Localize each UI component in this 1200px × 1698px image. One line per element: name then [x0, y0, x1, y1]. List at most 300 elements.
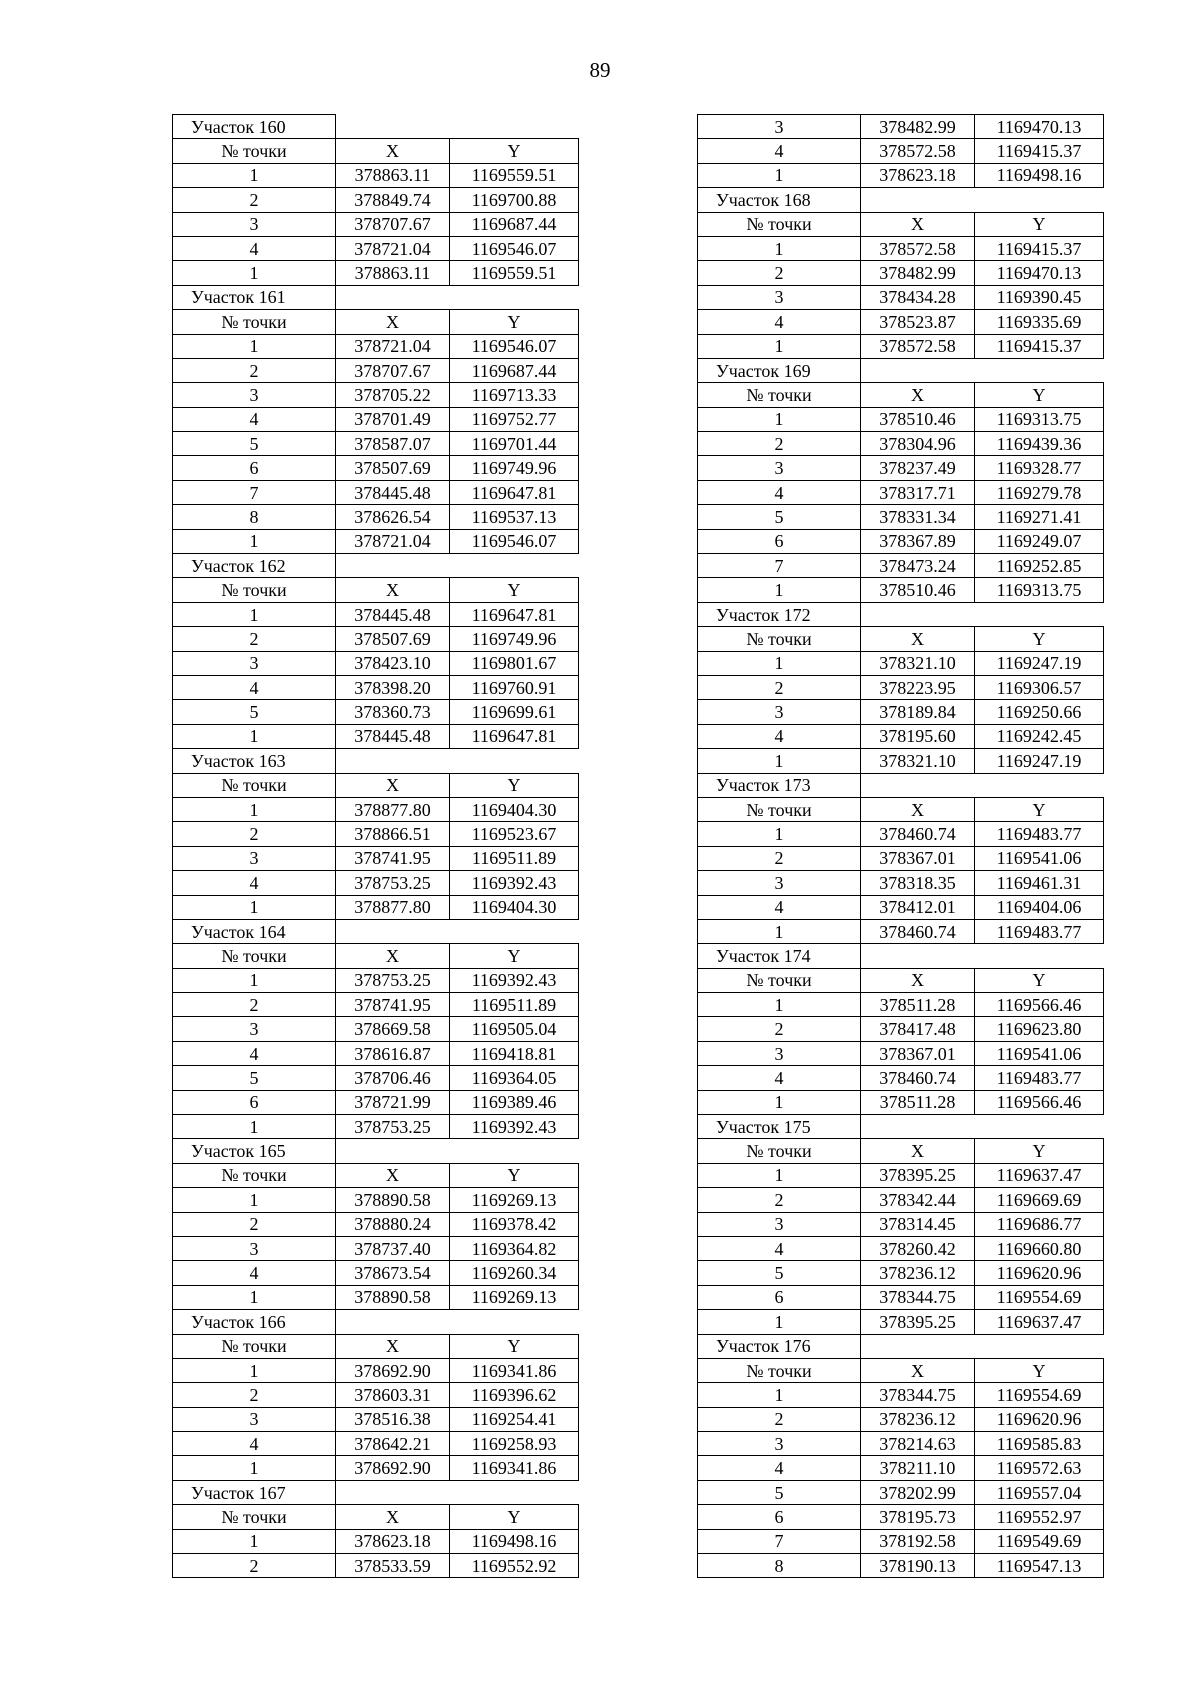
y-coordinate-cell: 1169461.31 — [975, 871, 1104, 895]
table-row — [698, 1310, 1104, 1334]
table-row — [173, 700, 579, 724]
x-coordinate-cell: 378460.74 — [861, 919, 975, 943]
table-row — [698, 822, 1104, 846]
empty-cell — [336, 1310, 450, 1334]
plot-title: Участок 174 — [698, 944, 861, 968]
y-coordinate-cell: 1169566.46 — [975, 993, 1104, 1017]
x-coordinate-cell: 378603.31 — [336, 1383, 450, 1407]
y-coordinate-cell: 1169637.47 — [975, 1163, 1104, 1187]
table-row — [698, 480, 1104, 504]
header-x: X — [861, 627, 975, 651]
point-number-cell: 1 — [698, 163, 861, 187]
y-coordinate-cell: 1169415.37 — [975, 139, 1104, 163]
table-row — [698, 334, 1104, 358]
plot-title: Участок 163 — [173, 749, 336, 773]
x-coordinate-cell: 378866.51 — [336, 822, 450, 846]
y-coordinate-cell: 1169686.77 — [975, 1212, 1104, 1236]
table-row — [173, 627, 579, 651]
table-row — [173, 651, 579, 675]
table-row — [698, 700, 1104, 724]
point-number-cell: 4 — [698, 1236, 861, 1260]
table-row — [173, 456, 579, 480]
empty-cell — [975, 1334, 1104, 1358]
right-column — [697, 114, 1104, 1578]
x-coordinate-cell: 378434.28 — [861, 285, 975, 309]
header-y: Y — [975, 797, 1104, 821]
x-coordinate-cell: 378445.48 — [336, 480, 450, 504]
table-row — [698, 651, 1104, 675]
table-row — [698, 139, 1104, 163]
table-row — [173, 968, 579, 992]
y-coordinate-cell: 1169470.13 — [975, 261, 1104, 285]
y-coordinate-cell: 1169541.06 — [975, 846, 1104, 870]
empty-cell — [975, 602, 1104, 626]
empty-cell — [450, 554, 579, 578]
y-coordinate-cell: 1169546.07 — [450, 334, 579, 358]
x-coordinate-cell: 378195.73 — [861, 1505, 975, 1529]
empty-cell — [975, 358, 1104, 382]
table-row — [173, 1236, 579, 1260]
y-coordinate-cell: 1169511.89 — [450, 993, 579, 1017]
y-coordinate-cell: 1169549.69 — [975, 1529, 1104, 1553]
point-number-cell: 5 — [698, 1261, 861, 1285]
table-row — [173, 212, 579, 236]
point-number-cell: 1 — [173, 1529, 336, 1553]
point-number-cell: 1 — [698, 407, 861, 431]
header-x: X — [861, 212, 975, 236]
plot-title: Участок 176 — [698, 1334, 861, 1358]
y-coordinate-cell: 1169404.30 — [450, 895, 579, 919]
x-coordinate-cell: 378741.95 — [336, 846, 450, 870]
point-number-cell: 6 — [698, 1505, 861, 1529]
table-row — [698, 261, 1104, 285]
empty-cell — [336, 749, 450, 773]
y-coordinate-cell: 1169669.69 — [975, 1188, 1104, 1212]
table-row — [698, 919, 1104, 943]
y-coordinate-cell: 1169700.88 — [450, 188, 579, 212]
x-coordinate-cell: 378705.22 — [336, 383, 450, 407]
x-coordinate-cell: 378616.87 — [336, 1041, 450, 1065]
point-number-cell: 1 — [173, 968, 336, 992]
y-coordinate-cell: 1169647.81 — [450, 724, 579, 748]
point-number-cell: 3 — [698, 1041, 861, 1065]
header-x: X — [336, 773, 450, 797]
header-y: Y — [975, 968, 1104, 992]
y-coordinate-cell: 1169341.86 — [450, 1358, 579, 1382]
header-y: Y — [450, 578, 579, 602]
point-number-cell: 2 — [698, 675, 861, 699]
header-x: X — [861, 1139, 975, 1163]
point-number-cell: 4 — [173, 871, 336, 895]
x-coordinate-cell: 378367.01 — [861, 846, 975, 870]
x-coordinate-cell: 378877.80 — [336, 895, 450, 919]
x-coordinate-cell: 378507.69 — [336, 456, 450, 480]
y-coordinate-cell: 1169242.45 — [975, 724, 1104, 748]
header-point-number: № точки — [698, 627, 861, 651]
empty-cell — [975, 944, 1104, 968]
table-row — [698, 1505, 1104, 1529]
point-number-cell: 4 — [698, 480, 861, 504]
y-coordinate-cell: 1169623.80 — [975, 1017, 1104, 1041]
empty-cell — [450, 919, 579, 943]
y-coordinate-cell: 1169566.46 — [975, 1090, 1104, 1114]
point-number-cell: 1 — [698, 578, 861, 602]
point-number-cell: 5 — [173, 432, 336, 456]
x-coordinate-cell: 378642.21 — [336, 1432, 450, 1456]
y-coordinate-cell: 1169546.07 — [450, 529, 579, 553]
x-coordinate-cell: 378692.90 — [336, 1358, 450, 1382]
empty-cell — [861, 188, 975, 212]
point-number-cell: 4 — [173, 675, 336, 699]
point-number-cell: 1 — [173, 261, 336, 285]
x-coordinate-cell: 378367.89 — [861, 529, 975, 553]
y-coordinate-cell: 1169620.96 — [975, 1261, 1104, 1285]
point-number-cell: 1 — [173, 724, 336, 748]
table-row — [173, 188, 579, 212]
table-header-row — [173, 1163, 579, 1187]
table-row — [173, 675, 579, 699]
point-number-cell: 1 — [173, 797, 336, 821]
table-header-row — [173, 1334, 579, 1358]
plot-title-row — [698, 358, 1104, 382]
y-coordinate-cell: 1169252.85 — [975, 554, 1104, 578]
empty-cell — [861, 773, 975, 797]
plot-title: Участок 161 — [173, 285, 336, 309]
y-coordinate-cell: 1169801.67 — [450, 651, 579, 675]
table-header-row — [698, 1358, 1104, 1382]
point-number-cell: 5 — [173, 1066, 336, 1090]
header-y: Y — [975, 1139, 1104, 1163]
point-number-cell: 2 — [173, 1383, 336, 1407]
plot-title: Участок 165 — [173, 1139, 336, 1163]
table-header-row — [173, 578, 579, 602]
x-coordinate-cell: 378877.80 — [336, 797, 450, 821]
x-coordinate-cell: 378482.99 — [861, 115, 975, 139]
x-coordinate-cell: 378890.58 — [336, 1188, 450, 1212]
x-coordinate-cell: 378721.99 — [336, 1090, 450, 1114]
y-coordinate-cell: 1169547.13 — [975, 1554, 1104, 1578]
table-header-row — [173, 944, 579, 968]
empty-cell — [450, 749, 579, 773]
plot-title: Участок 169 — [698, 358, 861, 382]
x-coordinate-cell: 378572.58 — [861, 139, 975, 163]
table-header-row — [698, 383, 1104, 407]
plot-title-row — [698, 602, 1104, 626]
plot-title-row — [173, 1139, 579, 1163]
table-row — [698, 1554, 1104, 1578]
table-row — [698, 1041, 1104, 1065]
y-coordinate-cell: 1169335.69 — [975, 310, 1104, 334]
header-y: Y — [975, 383, 1104, 407]
table-row — [698, 675, 1104, 699]
y-coordinate-cell: 1169523.67 — [450, 822, 579, 846]
x-coordinate-cell: 378753.25 — [336, 1115, 450, 1139]
header-y: Y — [450, 139, 579, 163]
point-number-cell: 3 — [173, 846, 336, 870]
header-x: X — [336, 1163, 450, 1187]
table-row — [173, 1529, 579, 1553]
table-row — [173, 505, 579, 529]
y-coordinate-cell: 1169392.43 — [450, 968, 579, 992]
y-coordinate-cell: 1169554.69 — [975, 1285, 1104, 1309]
x-coordinate-cell: 378314.45 — [861, 1212, 975, 1236]
x-coordinate-cell: 378398.20 — [336, 675, 450, 699]
y-coordinate-cell: 1169279.78 — [975, 480, 1104, 504]
x-coordinate-cell: 378192.58 — [861, 1529, 975, 1553]
x-coordinate-cell: 378318.35 — [861, 871, 975, 895]
point-number-cell: 3 — [173, 651, 336, 675]
table-row — [698, 1017, 1104, 1041]
table-row — [173, 895, 579, 919]
point-number-cell: 1 — [698, 236, 861, 260]
table-row — [698, 1285, 1104, 1309]
empty-cell — [336, 919, 450, 943]
point-number-cell: 2 — [173, 1554, 336, 1578]
y-coordinate-cell: 1169396.62 — [450, 1383, 579, 1407]
y-coordinate-cell: 1169546.07 — [450, 236, 579, 260]
y-coordinate-cell: 1169498.16 — [975, 163, 1104, 187]
x-coordinate-cell: 378423.10 — [336, 651, 450, 675]
y-coordinate-cell: 1169470.13 — [975, 115, 1104, 139]
table-row — [698, 1529, 1104, 1553]
point-number-cell: 4 — [173, 1261, 336, 1285]
x-coordinate-cell: 378417.48 — [861, 1017, 975, 1041]
header-point-number: № точки — [173, 139, 336, 163]
table-row — [173, 383, 579, 407]
point-number-cell: 4 — [698, 895, 861, 919]
table-row — [698, 1261, 1104, 1285]
header-x: X — [861, 797, 975, 821]
point-number-cell: 3 — [173, 1017, 336, 1041]
y-coordinate-cell: 1169250.66 — [975, 700, 1104, 724]
empty-cell — [336, 554, 450, 578]
x-coordinate-cell: 378367.01 — [861, 1041, 975, 1065]
table-row — [698, 993, 1104, 1017]
x-coordinate-cell: 378516.38 — [336, 1407, 450, 1431]
point-number-cell: 2 — [173, 1212, 336, 1236]
x-coordinate-cell: 378669.58 — [336, 1017, 450, 1041]
y-coordinate-cell: 1169378.42 — [450, 1212, 579, 1236]
table-row — [698, 456, 1104, 480]
x-coordinate-cell: 378753.25 — [336, 871, 450, 895]
y-coordinate-cell: 1169749.96 — [450, 627, 579, 651]
point-number-cell: 4 — [698, 1066, 861, 1090]
x-coordinate-cell: 378260.42 — [861, 1236, 975, 1260]
plot-title-row — [698, 1334, 1104, 1358]
point-number-cell: 2 — [173, 627, 336, 651]
y-coordinate-cell: 1169701.44 — [450, 432, 579, 456]
point-number-cell: 7 — [698, 554, 861, 578]
x-coordinate-cell: 378317.71 — [861, 480, 975, 504]
x-coordinate-cell: 378223.95 — [861, 675, 975, 699]
plot-title: Участок 166 — [173, 1310, 336, 1334]
y-coordinate-cell: 1169418.81 — [450, 1041, 579, 1065]
left-column — [172, 114, 579, 1578]
point-number-cell: 6 — [698, 529, 861, 553]
y-coordinate-cell: 1169254.41 — [450, 1407, 579, 1431]
y-coordinate-cell: 1169637.47 — [975, 1310, 1104, 1334]
header-y: Y — [450, 1505, 579, 1529]
plot-title: Участок 173 — [698, 773, 861, 797]
x-coordinate-cell: 378211.10 — [861, 1456, 975, 1480]
table-row — [173, 1041, 579, 1065]
x-coordinate-cell: 378321.10 — [861, 749, 975, 773]
point-number-cell: 1 — [698, 1163, 861, 1187]
table-row — [698, 1432, 1104, 1456]
header-y: Y — [450, 310, 579, 334]
y-coordinate-cell: 1169364.05 — [450, 1066, 579, 1090]
y-coordinate-cell: 1169552.92 — [450, 1554, 579, 1578]
point-number-cell: 3 — [173, 383, 336, 407]
x-coordinate-cell: 378395.25 — [861, 1310, 975, 1334]
point-number-cell: 3 — [698, 285, 861, 309]
plot-title-row — [698, 773, 1104, 797]
table-header-row — [698, 968, 1104, 992]
x-coordinate-cell: 378321.10 — [861, 651, 975, 675]
header-point-number: № точки — [173, 1334, 336, 1358]
point-number-cell: 1 — [698, 1090, 861, 1114]
x-coordinate-cell: 378721.04 — [336, 529, 450, 553]
point-number-cell: 1 — [698, 919, 861, 943]
x-coordinate-cell: 378214.63 — [861, 1432, 975, 1456]
point-number-cell: 7 — [698, 1529, 861, 1553]
table-row — [173, 1090, 579, 1114]
plot-title-row — [173, 285, 579, 309]
x-coordinate-cell: 378533.59 — [336, 1554, 450, 1578]
x-coordinate-cell: 378623.18 — [861, 163, 975, 187]
header-point-number: № точки — [698, 212, 861, 236]
table-row — [698, 1456, 1104, 1480]
empty-cell — [336, 285, 450, 309]
x-coordinate-cell: 378236.12 — [861, 1407, 975, 1431]
point-number-cell: 4 — [698, 139, 861, 163]
header-y: Y — [450, 1163, 579, 1187]
y-coordinate-cell: 1169620.96 — [975, 1407, 1104, 1431]
plot-title: Участок 175 — [698, 1115, 861, 1139]
point-number-cell: 1 — [173, 1188, 336, 1212]
header-y: Y — [975, 1358, 1104, 1382]
x-coordinate-cell: 378412.01 — [861, 895, 975, 919]
y-coordinate-cell: 1169541.06 — [975, 1041, 1104, 1065]
x-coordinate-cell: 378360.73 — [336, 700, 450, 724]
y-coordinate-cell: 1169511.89 — [450, 846, 579, 870]
header-y: Y — [975, 212, 1104, 236]
x-coordinate-cell: 378753.25 — [336, 968, 450, 992]
y-coordinate-cell: 1169559.51 — [450, 261, 579, 285]
point-number-cell: 3 — [698, 456, 861, 480]
y-coordinate-cell: 1169439.36 — [975, 432, 1104, 456]
plot-title-row — [173, 554, 579, 578]
plot-title-row — [173, 919, 579, 943]
x-coordinate-cell: 378445.48 — [336, 724, 450, 748]
coordinates-table-left — [172, 114, 579, 1578]
point-number-cell: 3 — [698, 115, 861, 139]
point-number-cell: 2 — [698, 1188, 861, 1212]
header-point-number: № точки — [698, 968, 861, 992]
table-row — [173, 1066, 579, 1090]
point-number-cell: 4 — [698, 1456, 861, 1480]
table-row — [698, 432, 1104, 456]
table-row — [173, 1358, 579, 1382]
empty-cell — [861, 1334, 975, 1358]
table-row — [698, 895, 1104, 919]
y-coordinate-cell: 1169313.75 — [975, 407, 1104, 431]
table-row — [173, 1407, 579, 1431]
table-row — [173, 822, 579, 846]
y-coordinate-cell: 1169760.91 — [450, 675, 579, 699]
y-coordinate-cell: 1169559.51 — [450, 163, 579, 187]
y-coordinate-cell: 1169389.46 — [450, 1090, 579, 1114]
table-row — [698, 724, 1104, 748]
table-row — [698, 407, 1104, 431]
empty-cell — [336, 115, 450, 139]
point-number-cell: 2 — [698, 1017, 861, 1041]
table-row — [698, 1480, 1104, 1504]
table-row — [173, 797, 579, 821]
header-point-number: № точки — [173, 1505, 336, 1529]
y-coordinate-cell: 1169313.75 — [975, 578, 1104, 602]
table-row — [698, 1407, 1104, 1431]
empty-cell — [861, 1115, 975, 1139]
x-coordinate-cell: 378890.58 — [336, 1285, 450, 1309]
x-coordinate-cell: 378510.46 — [861, 578, 975, 602]
y-coordinate-cell: 1169660.80 — [975, 1236, 1104, 1260]
y-coordinate-cell: 1169585.83 — [975, 1432, 1104, 1456]
point-number-cell: 2 — [698, 1407, 861, 1431]
point-number-cell: 1 — [698, 651, 861, 675]
table-row — [173, 602, 579, 626]
point-number-cell: 4 — [173, 407, 336, 431]
table-header-row — [698, 627, 1104, 651]
y-coordinate-cell: 1169498.16 — [450, 1529, 579, 1553]
plot-title: Участок 172 — [698, 602, 861, 626]
point-number-cell: 3 — [173, 212, 336, 236]
table-row — [698, 1066, 1104, 1090]
point-number-cell: 3 — [173, 1407, 336, 1431]
plot-title-row — [173, 1480, 579, 1504]
y-coordinate-cell: 1169247.19 — [975, 749, 1104, 773]
table-row — [698, 846, 1104, 870]
point-number-cell: 4 — [173, 1041, 336, 1065]
table-row — [173, 480, 579, 504]
header-x: X — [336, 139, 450, 163]
x-coordinate-cell: 378445.48 — [336, 602, 450, 626]
x-coordinate-cell: 378707.67 — [336, 358, 450, 382]
x-coordinate-cell: 378190.13 — [861, 1554, 975, 1578]
table-row — [173, 334, 579, 358]
header-point-number: № точки — [173, 578, 336, 602]
plot-title-row — [698, 188, 1104, 212]
y-coordinate-cell: 1169713.33 — [450, 383, 579, 407]
plot-title: Участок 160 — [173, 115, 336, 139]
empty-cell — [450, 115, 579, 139]
table-row — [698, 749, 1104, 773]
table-row — [173, 407, 579, 431]
x-coordinate-cell: 378473.24 — [861, 554, 975, 578]
x-coordinate-cell: 378692.90 — [336, 1456, 450, 1480]
y-coordinate-cell: 1169552.97 — [975, 1505, 1104, 1529]
x-coordinate-cell: 378395.25 — [861, 1163, 975, 1187]
x-coordinate-cell: 378741.95 — [336, 993, 450, 1017]
table-row — [173, 1383, 579, 1407]
x-coordinate-cell: 378344.75 — [861, 1383, 975, 1407]
page-number: 89 — [589, 58, 611, 82]
table-row — [698, 1090, 1104, 1114]
y-coordinate-cell: 1169687.44 — [450, 212, 579, 236]
x-coordinate-cell: 378721.04 — [336, 334, 450, 358]
y-coordinate-cell: 1169557.04 — [975, 1480, 1104, 1504]
point-number-cell: 2 — [698, 432, 861, 456]
